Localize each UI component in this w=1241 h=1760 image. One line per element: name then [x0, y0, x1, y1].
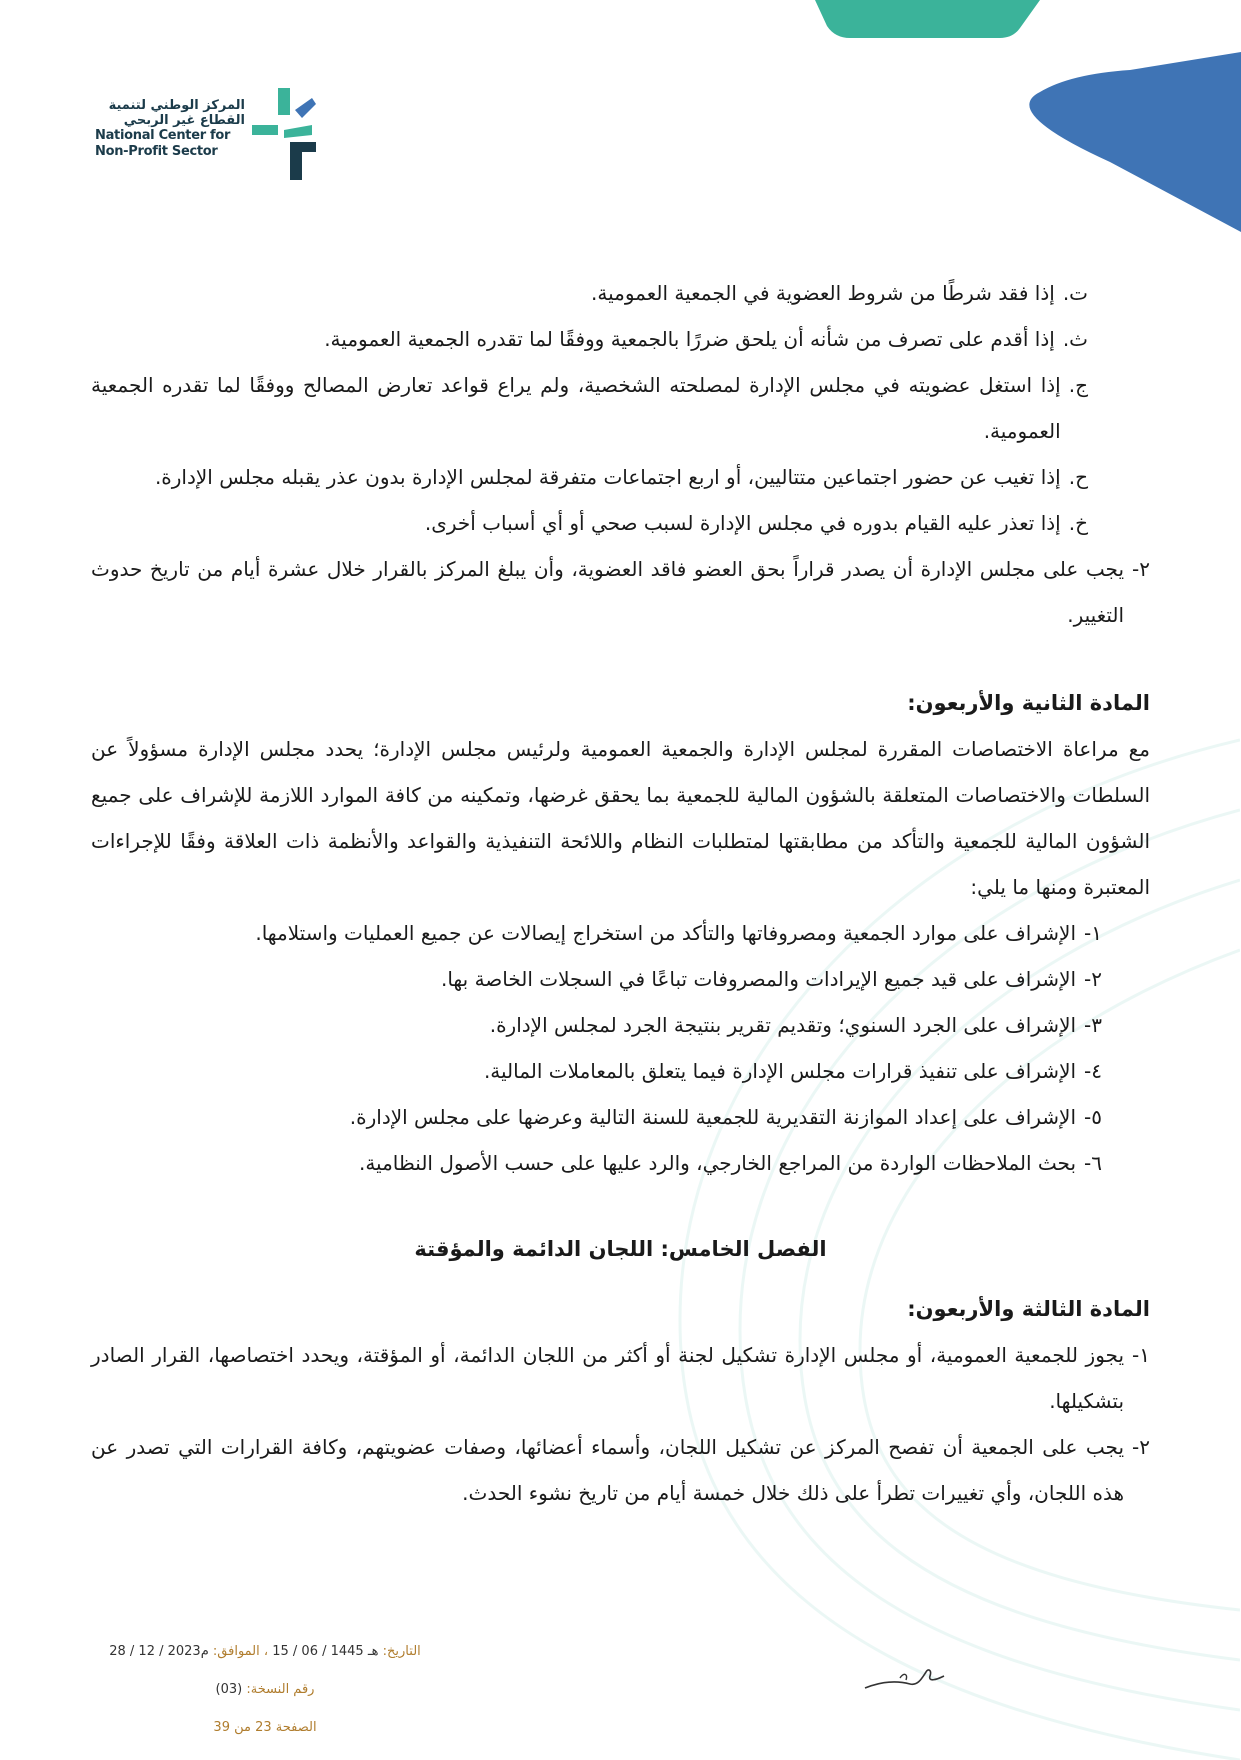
corner-blue-shape [1000, 52, 1241, 242]
list-text: الإشراف على الجرد السنوي؛ وتقديم تقرير بنتيجة الجرد لمجلس الإدارة. [489, 1013, 1077, 1037]
footer-date-row [95, 1633, 435, 1671]
list-marker: ٢- [1132, 557, 1150, 581]
agree-label: ، الموافق: [212, 1644, 269, 1659]
document-body [91, 270, 1150, 1516]
list-item [91, 546, 1150, 638]
page-footer [95, 1633, 435, 1747]
list-item [91, 910, 1102, 956]
list-marker: ت. [1062, 281, 1088, 305]
list-item [91, 316, 1088, 362]
list-item [91, 1140, 1102, 1186]
article-42-intro: مع مراعاة الاختصاصات المقررة لمجلس الإدارة والجمعية العمومية ولرئيس مجلس الإدارة؛ يحدد مجلس الإدارة مسؤولاً عن السلطات والاختصاصات المتعلقة بالشؤون المالية للجمعية بما يحقق غرضها، وتمكينه من كافة الموارد اللازمة للإشراف على جميع الشؤون المالية للجمعية والتأكد من مطابقتها لمتطلبات النظام واللائحة التنفيذية والقواعد والأنظمة ذات العلاقة وفقًا للإجراءات المعتبرة ومنها ما يلي: [91, 737, 1150, 899]
list-item [91, 1332, 1150, 1424]
list-marker: خ. [1068, 511, 1088, 535]
article-43-title: المادة الثالثة والأربعون: [907, 1297, 1150, 1321]
list-text: إذا تغيب عن حضور اجتماعين متتاليين، أو اربع اجتماعات متفرقة لمجلس الإدارة بدون عذر يقبله مجلس الإدارة. [154, 465, 1061, 489]
list-marker: ٢- [1084, 967, 1102, 991]
list-item [91, 362, 1088, 454]
handwritten-signature [860, 1650, 950, 1700]
footer-version-row [95, 1671, 435, 1709]
list-marker: ٦- [1084, 1151, 1102, 1175]
article-42-title: المادة الثانية والأربعون: [907, 691, 1150, 715]
version-label: رقم النسخة: [246, 1682, 315, 1697]
list-marker: ١- [1132, 1343, 1150, 1367]
list-marker: ح. [1068, 465, 1088, 489]
list-marker: ٥- [1084, 1105, 1102, 1129]
list-text: الإشراف على موارد الجمعية ومصروفاتها والتأكد من استخراج إيصالات عن جميع العمليات واستلامها. [255, 921, 1077, 945]
date-gregorian: 28 / 12 / 2023م [109, 1644, 209, 1659]
list-text: إذا فقد شرطًا من شروط العضوية في الجمعية العمومية. [591, 281, 1055, 305]
list-item [91, 1424, 1150, 1516]
date-label: التاريخ: [382, 1644, 421, 1659]
list-item [91, 500, 1088, 546]
list-item [91, 956, 1102, 1002]
logo-english-line2: Non-Profit Sector [95, 144, 218, 159]
list-item [91, 1048, 1102, 1094]
list-item [91, 1002, 1102, 1048]
list-marker: ٢- [1132, 1435, 1150, 1459]
date-hijri: 15 / 06 / 1445 هـ [272, 1644, 379, 1659]
page-number: الصفحة 23 من 39 [213, 1720, 317, 1735]
list-text: إذا استغل عضويته في مجلس الإدارة لمصلحته الشخصية، ولم يراع قواعد تعارض المصالح ووفقًا لما تقدره الجمعية العمومية. [91, 373, 1061, 443]
list-text: إذا أقدم على تصرف من شأنه أن يلحق ضررًا بالجمعية ووفقًا لما تقدره الجمعية العمومية. [324, 327, 1055, 351]
ncnp-logo-icon [250, 80, 330, 185]
list-marker: ج. [1068, 373, 1088, 397]
logo-arabic-line1: المركز الوطني لتنمية [108, 98, 245, 113]
logo-arabic-line2: القطاع غير الربحي [123, 113, 245, 128]
list-text: يجب على الجمعية أن تفصح المركز عن تشكيل اللجان، وأسماء أعضائها، وصفات عضويتهم، وكافة القرارات التي تصدر عن هذه اللجان، وأي تغييرات تطرأ على ذلك خلال خمسة أيام من تاريخ نشوء الحدث. [91, 1435, 1125, 1505]
list-marker: ١- [1084, 921, 1102, 945]
header-logo [95, 80, 335, 185]
logo-english-line1: National Center for [95, 128, 231, 143]
list-text: بحث الملاحظات الواردة من المراجع الخارجي، والرد عليها على حسب الأصول النظامية. [358, 1151, 1077, 1175]
list-marker: ٤- [1084, 1059, 1102, 1083]
logo-text [95, 98, 245, 160]
version-value: (03) [215, 1682, 243, 1697]
list-text: الإشراف على تنفيذ قرارات مجلس الإدارة فيما يتعلق بالمعاملات المالية. [483, 1059, 1077, 1083]
list-text: الإشراف على إعداد الموازنة التقديرية للجمعية للسنة التالية وعرضها على مجلس الإدارة. [349, 1105, 1077, 1129]
list-item [91, 270, 1088, 316]
list-marker: ٣- [1084, 1013, 1102, 1037]
list-item [91, 1094, 1102, 1140]
chapter-5-heading: الفصل الخامس: اللجان الدائمة والمؤقتة [414, 1237, 827, 1261]
list-marker: ث. [1062, 327, 1088, 351]
list-item [91, 454, 1088, 500]
list-text: الإشراف على قيد جميع الإيرادات والمصروفات تباعًا في السجلات الخاصة بها. [440, 967, 1077, 991]
list-text: يجوز للجمعية العمومية، أو مجلس الإدارة تشكيل لجنة أو أكثر من اللجان الدائمة، أو المؤقتة، ويحدد اختصاصها، القرار الصادر بتشكيلها. [91, 1343, 1125, 1413]
list-text: إذا تعذر عليه القيام بدوره في مجلس الإدارة لسبب صحي أو أي أسباب أخرى. [424, 511, 1061, 535]
list-text: يجب على مجلس الإدارة أن يصدر قراراً بحق العضو فاقد العضوية، وأن يبلغ المركز بالقرار خلال عشرة أيام من تاريخ حدوث التغيير. [91, 557, 1125, 627]
corner-teal-shape [815, 0, 1040, 40]
